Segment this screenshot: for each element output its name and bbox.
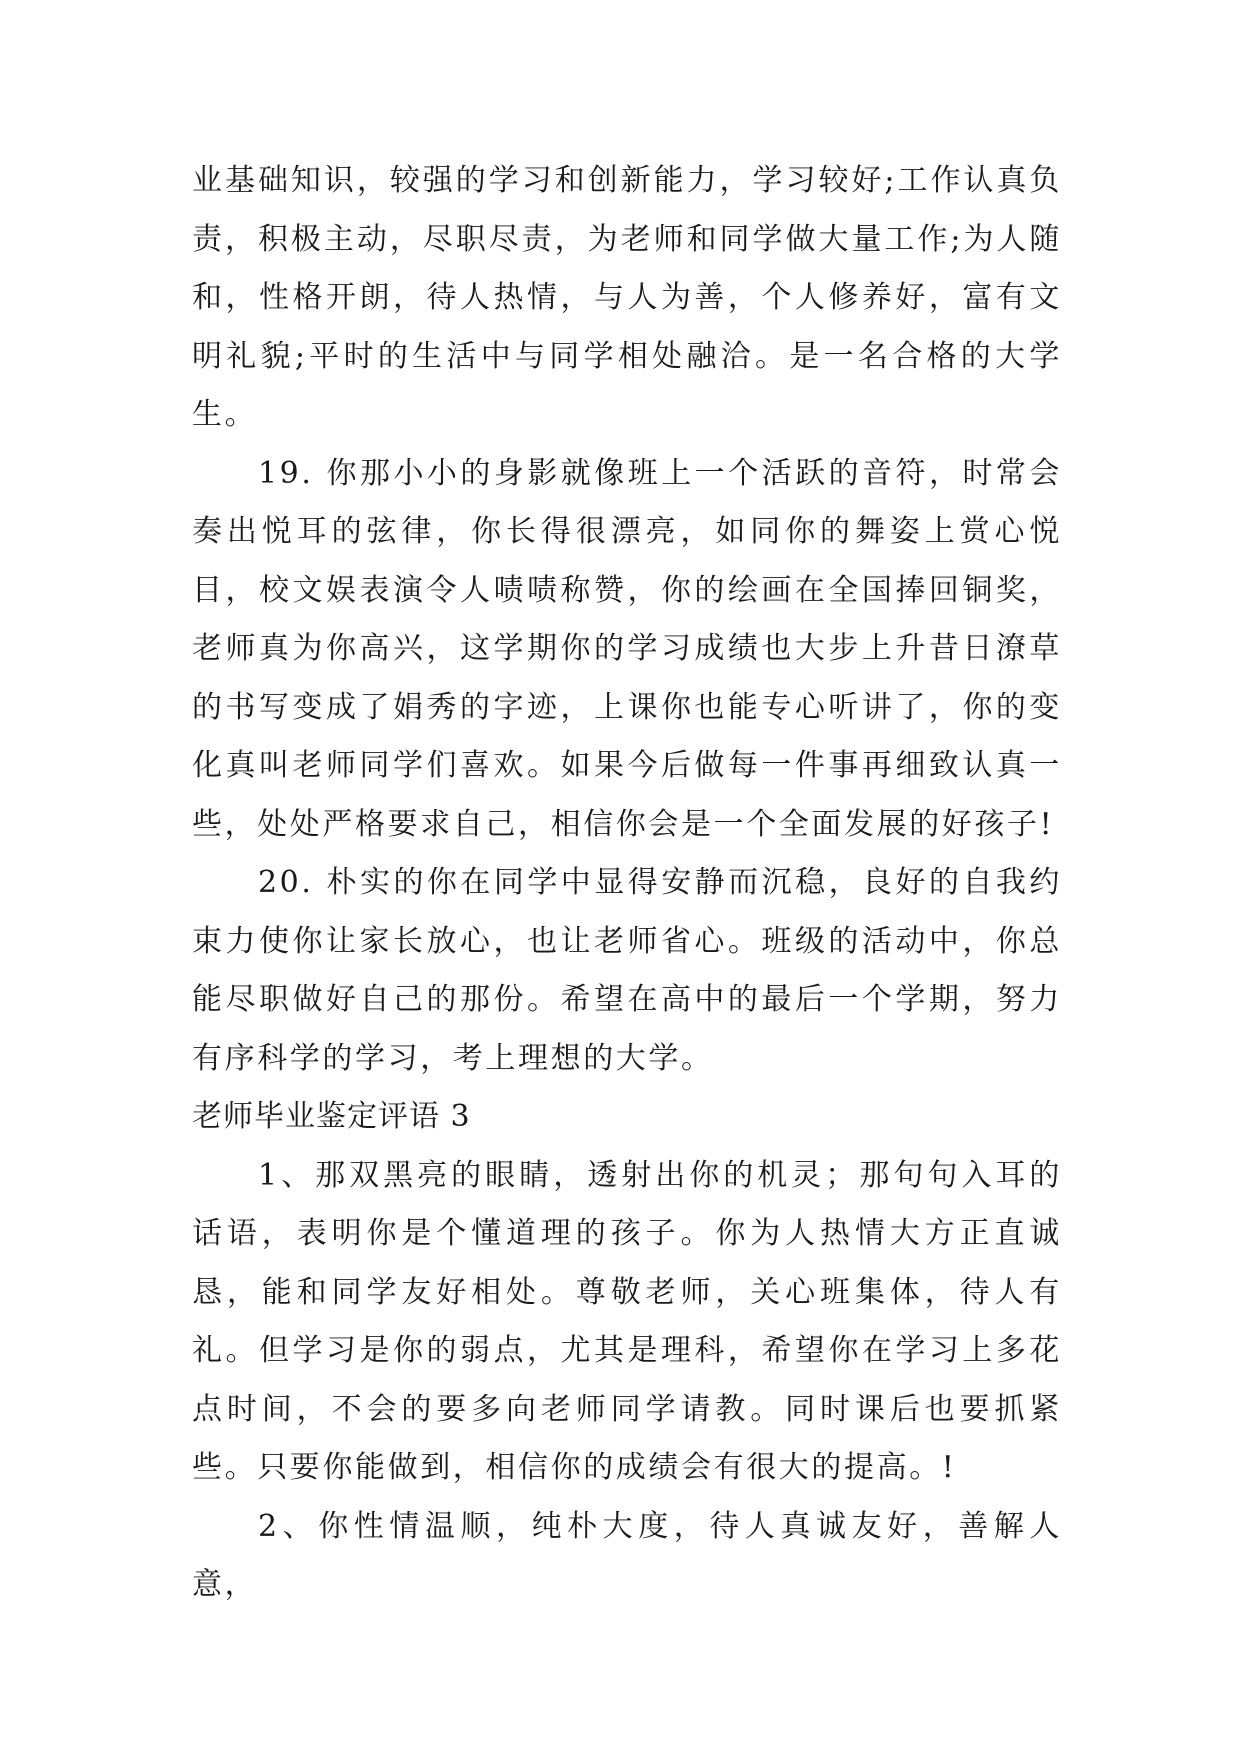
paragraph-item-19: 19. 你那小小的身影就像班上一个活跃的音符，时常会奏出悦耳的弦律，你长得很漂亮，如同你的舞姿上赏心悦目，校文娱表演令人啧啧称赞，你的绘画在全国捧回铜奖，老师真为你高兴，这学期你的学习成绩也大步上升昔日潦草的书写变成了娟秀的字迹，上课你也能专心听讲了，你的变化真叫老师同学们喜欢。如果今后做每一件事再细致认真一些，处处严格要求自己，相信你会是一个全面发展的好孩子! [192,455,1062,842]
paragraph-item-2: 2、你性情温顺，纯朴大度，待人真诚友好，善解人意， [192,1508,1062,1602]
paragraph-item-20: 20. 朴实的你在同学中显得安静而沉稳，良好的自我约束力使你让家长放心，也让老师省心。班级的活动中，你总能尽职做好自己的那份。希望在高中的最后一个学期，努力有序科学的学习，考上理想的大学。 [192,865,1062,1076]
paragraph-item-1: 1、那双黑亮的眼睛，透射出你的机灵；那句句入耳的话语，表明你是个懂道理的孩子。你为人热情大方正直诚恳，能和同学友好相处。尊敬老师，关心班集体，待人有礼。但学习是你的弱点，尤其是理科，希望你在学习上多花点时间，不会的要多向老师同学请教。同时课后也要抓紧些。只要你能做到，相信你的成绩会有很大的提高。! [192,1157,1062,1485]
paragraph-continued: 业基础知识，较强的学习和创新能力，学习较好;工作认真负责，积极主动，尽职尽责，为老师和同学做大量工作;为人随和，性格开朗，待人热情，与人为善，个人修养好，富有文明礼貌;平时的生活中与同学相处融洽。是一名合格的大学生。 [192,163,1062,432]
section-heading: 老师毕业鉴定评语 3 [192,1099,471,1134]
document-body [192,152,1062,1615]
